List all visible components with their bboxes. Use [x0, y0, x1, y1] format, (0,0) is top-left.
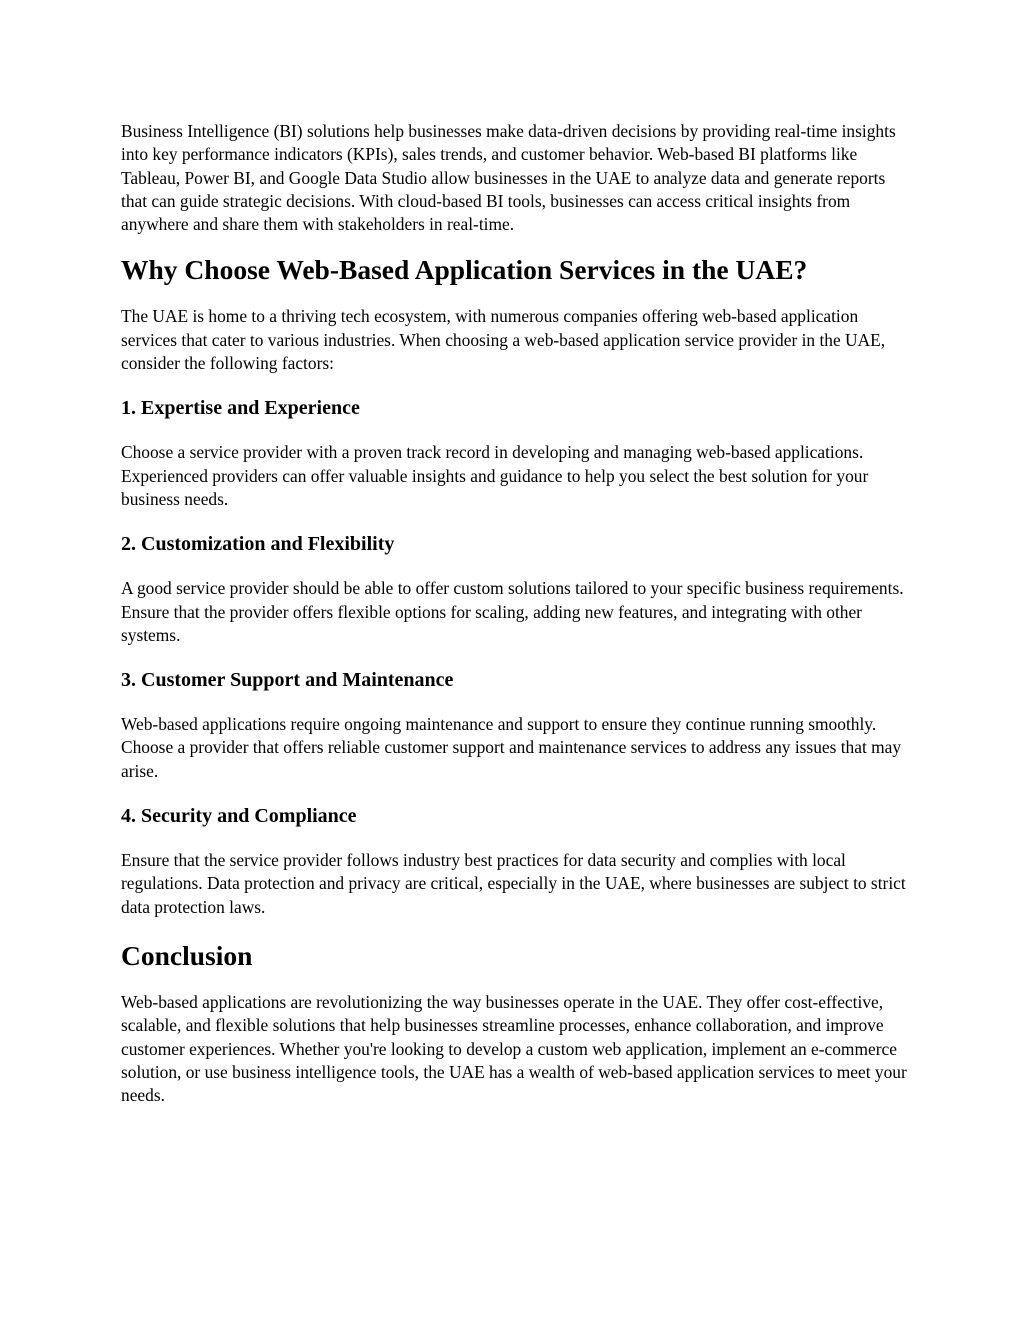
document-page	[121, 120, 911, 1107]
factor-paragraph-security: Ensure that the service provider follows industry best practices for data security and complies with local regulations. Data protection and privacy are critical, especially in the UAE, where businesses are subject to strict data protection laws.	[121, 850, 906, 917]
factor-paragraph-customization: A good service provider should be able to offer custom solutions tailored to your specific business requirements. Ensure that the provider offers flexible options for scaling, adding new features, and integrating with other systems.	[121, 578, 904, 645]
factor-paragraph-support: Web-based applications require ongoing maintenance and support to ensure they continue running smoothly. Choose a provider that offers reliable customer support and maintenance services to address any issues that may arise.	[121, 714, 902, 781]
factor-heading-security: 4. Security and Compliance	[121, 805, 357, 828]
factor-heading-customization: 2. Customization and Flexibility	[121, 533, 395, 556]
why-choose-heading: Why Choose Web-Based Application Services in the UAE?	[121, 254, 808, 286]
factor-heading-expertise: 1. Expertise and Experience	[121, 397, 360, 420]
why-choose-paragraph: The UAE is home to a thriving tech ecosystem, with numerous companies offering web-based application services that cater to various industries. When choosing a web-based application service provider in the UAE, consider the following factors:	[121, 306, 886, 374]
factor-paragraph-expertise: Choose a service provider with a proven track record in developing and managing web-based applications. Experienced providers can offer valuable insights and guidance to help you select the best solution for your business needs.	[121, 442, 869, 509]
conclusion-heading: Conclusion	[121, 939, 253, 971]
factor-heading-support: 3. Customer Support and Maintenance	[121, 669, 454, 692]
conclusion-paragraph: Web-based applications are revolutionizing the way businesses operate in the UAE. They offer cost-effective, scalable, and flexible solutions that help businesses streamline processes, enhance collaboration, and improve customer experiences. Whether you're looking to develop a custom web application, implement an e-commerce solution, or use business intelligence tools, the UAE has a wealth of web-based application services to meet your needs.	[121, 991, 907, 1106]
bi-intro-paragraph: Business Intelligence (BI) solutions help businesses make data-driven decisions by providing real-time insights into key performance indicators (KPIs), sales trends, and customer behavior. Web-based BI platforms like Tableau, Power BI, and Google Data Studio allow businesses in the UAE to analyze data and generate reports that can guide strategic decisions. With cloud-based BI tools, businesses can access critical insights from anywhere and share them with stakeholders in real-time.	[121, 121, 896, 235]
